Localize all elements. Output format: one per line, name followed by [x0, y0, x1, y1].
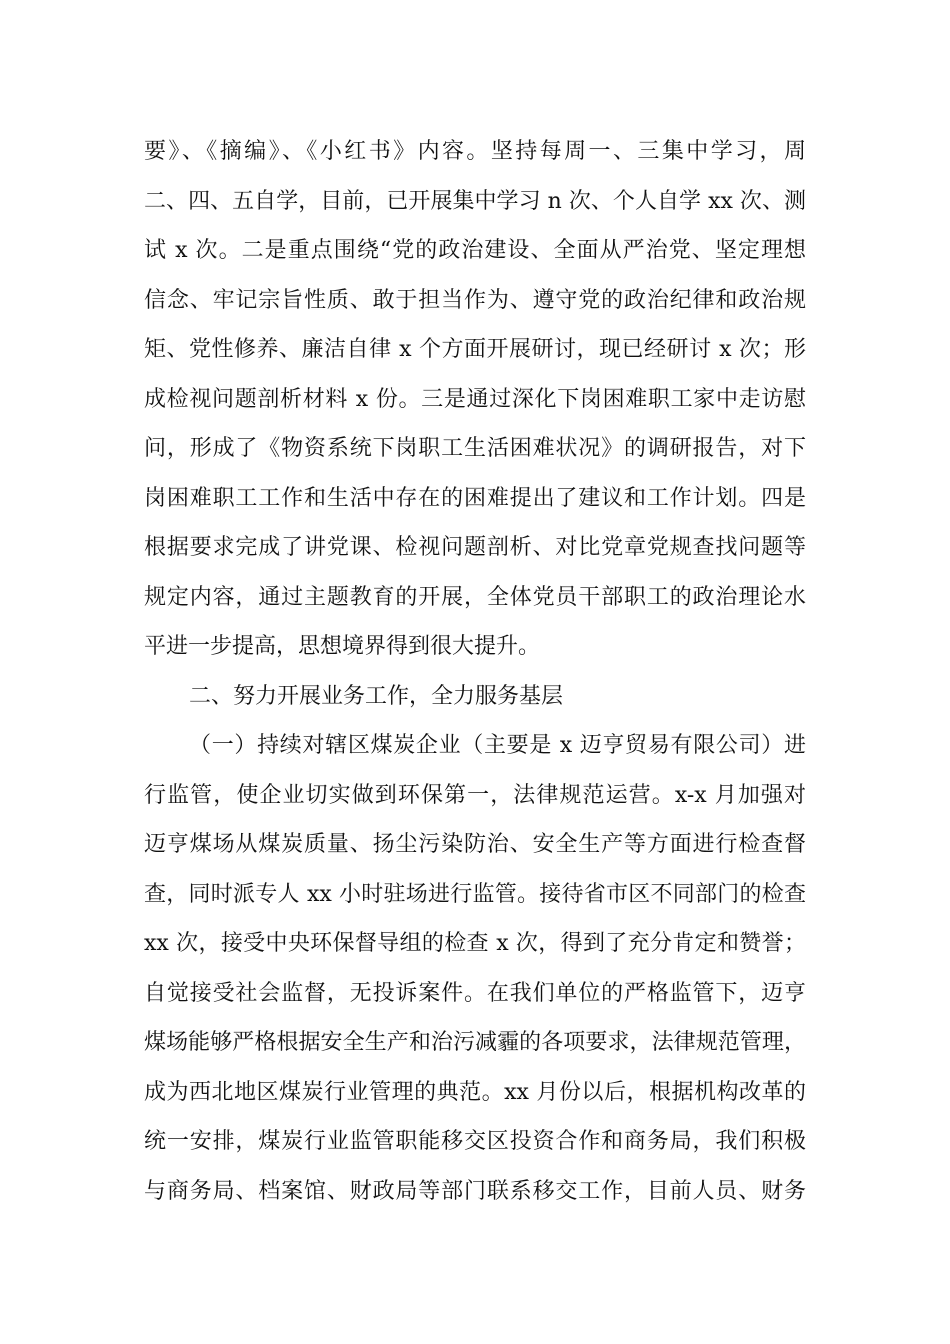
paragraph-line: 平进一步提高，思想境界得到很大提升。: [144, 634, 541, 659]
paragraph-line: 查，同时派专人 xx 小时驻场进行监管。接待省市区不同部门的检查: [144, 882, 806, 907]
paragraph-line: 根据要求完成了讲党课、检视问题剖析、对比党章党规查找问题等: [144, 535, 806, 560]
paragraph-line: 自觉接受社会监督，无投诉案件。在我们单位的严格监管下，迈亨: [144, 981, 806, 1006]
paragraph-line: 矩、党性修养、廉洁自律 x 个方面开展研讨，现已经研讨 x 次；形: [144, 337, 806, 362]
paragraph-line: （一）持续对辖区煤炭企业（主要是 x 迈亨贸易有限公司）进: [189, 733, 806, 758]
paragraph-line: 试 x 次。二是重点围绕“党的政治建设、全面从严治党、坚定理想: [144, 238, 806, 263]
paragraph-line: 统一安排，煤炭行业监管职能移交区投资合作和商务局，我们积极: [144, 1129, 806, 1154]
paragraph-line: 成检视问题剖析材料 x 份。三是通过深化下岗困难职工家中走访慰: [144, 387, 806, 412]
paragraph-line: 行监管，使企业切实做到环保第一，法律规范运营。x-x 月加强对: [144, 783, 806, 808]
section-heading: 二、努力开展业务工作，全力服务基层: [189, 684, 564, 709]
paragraph-line: 成为西北地区煤炭行业管理的典范。xx 月份以后，根据机构改革的: [144, 1080, 806, 1105]
paragraph-line: 规定内容，通过主题教育的开展，全体党员干部职工的政治理论水: [144, 585, 806, 610]
paragraph-line: 与商务局、档案馆、财政局等部门联系移交工作，目前人员、财务: [144, 1179, 806, 1204]
paragraph-line: 煤场能够严格根据安全生产和治污减霾的各项要求，法律规范管理，: [144, 1030, 806, 1055]
paragraph-line: 信念、牢记宗旨性质、敢于担当作为、遵守党的政治纪律和政治规: [144, 288, 806, 313]
paragraph-line: 二、四、五自学，目前，已开展集中学习 n 次、个人自学 xx 次、测: [144, 189, 806, 214]
paragraph-line: 要》、《摘编》、《小红书》内容。坚持每周一、三集中学习，周: [144, 139, 806, 164]
paragraph-line: 迈亨煤场从煤炭质量、扬尘污染防治、安全生产等方面进行检查督: [144, 832, 806, 857]
paragraph-line: 岗困难职工工作和生活中存在的困难提出了建议和工作计划。四是: [144, 486, 806, 511]
paragraph-line: 问，形成了《物资系统下岗职工生活困难状况》的调研报告，对下: [144, 436, 806, 461]
paragraph-line: xx 次，接受中央环保督导组的检查 x 次，得到了充分肯定和赞誉；: [144, 931, 806, 956]
